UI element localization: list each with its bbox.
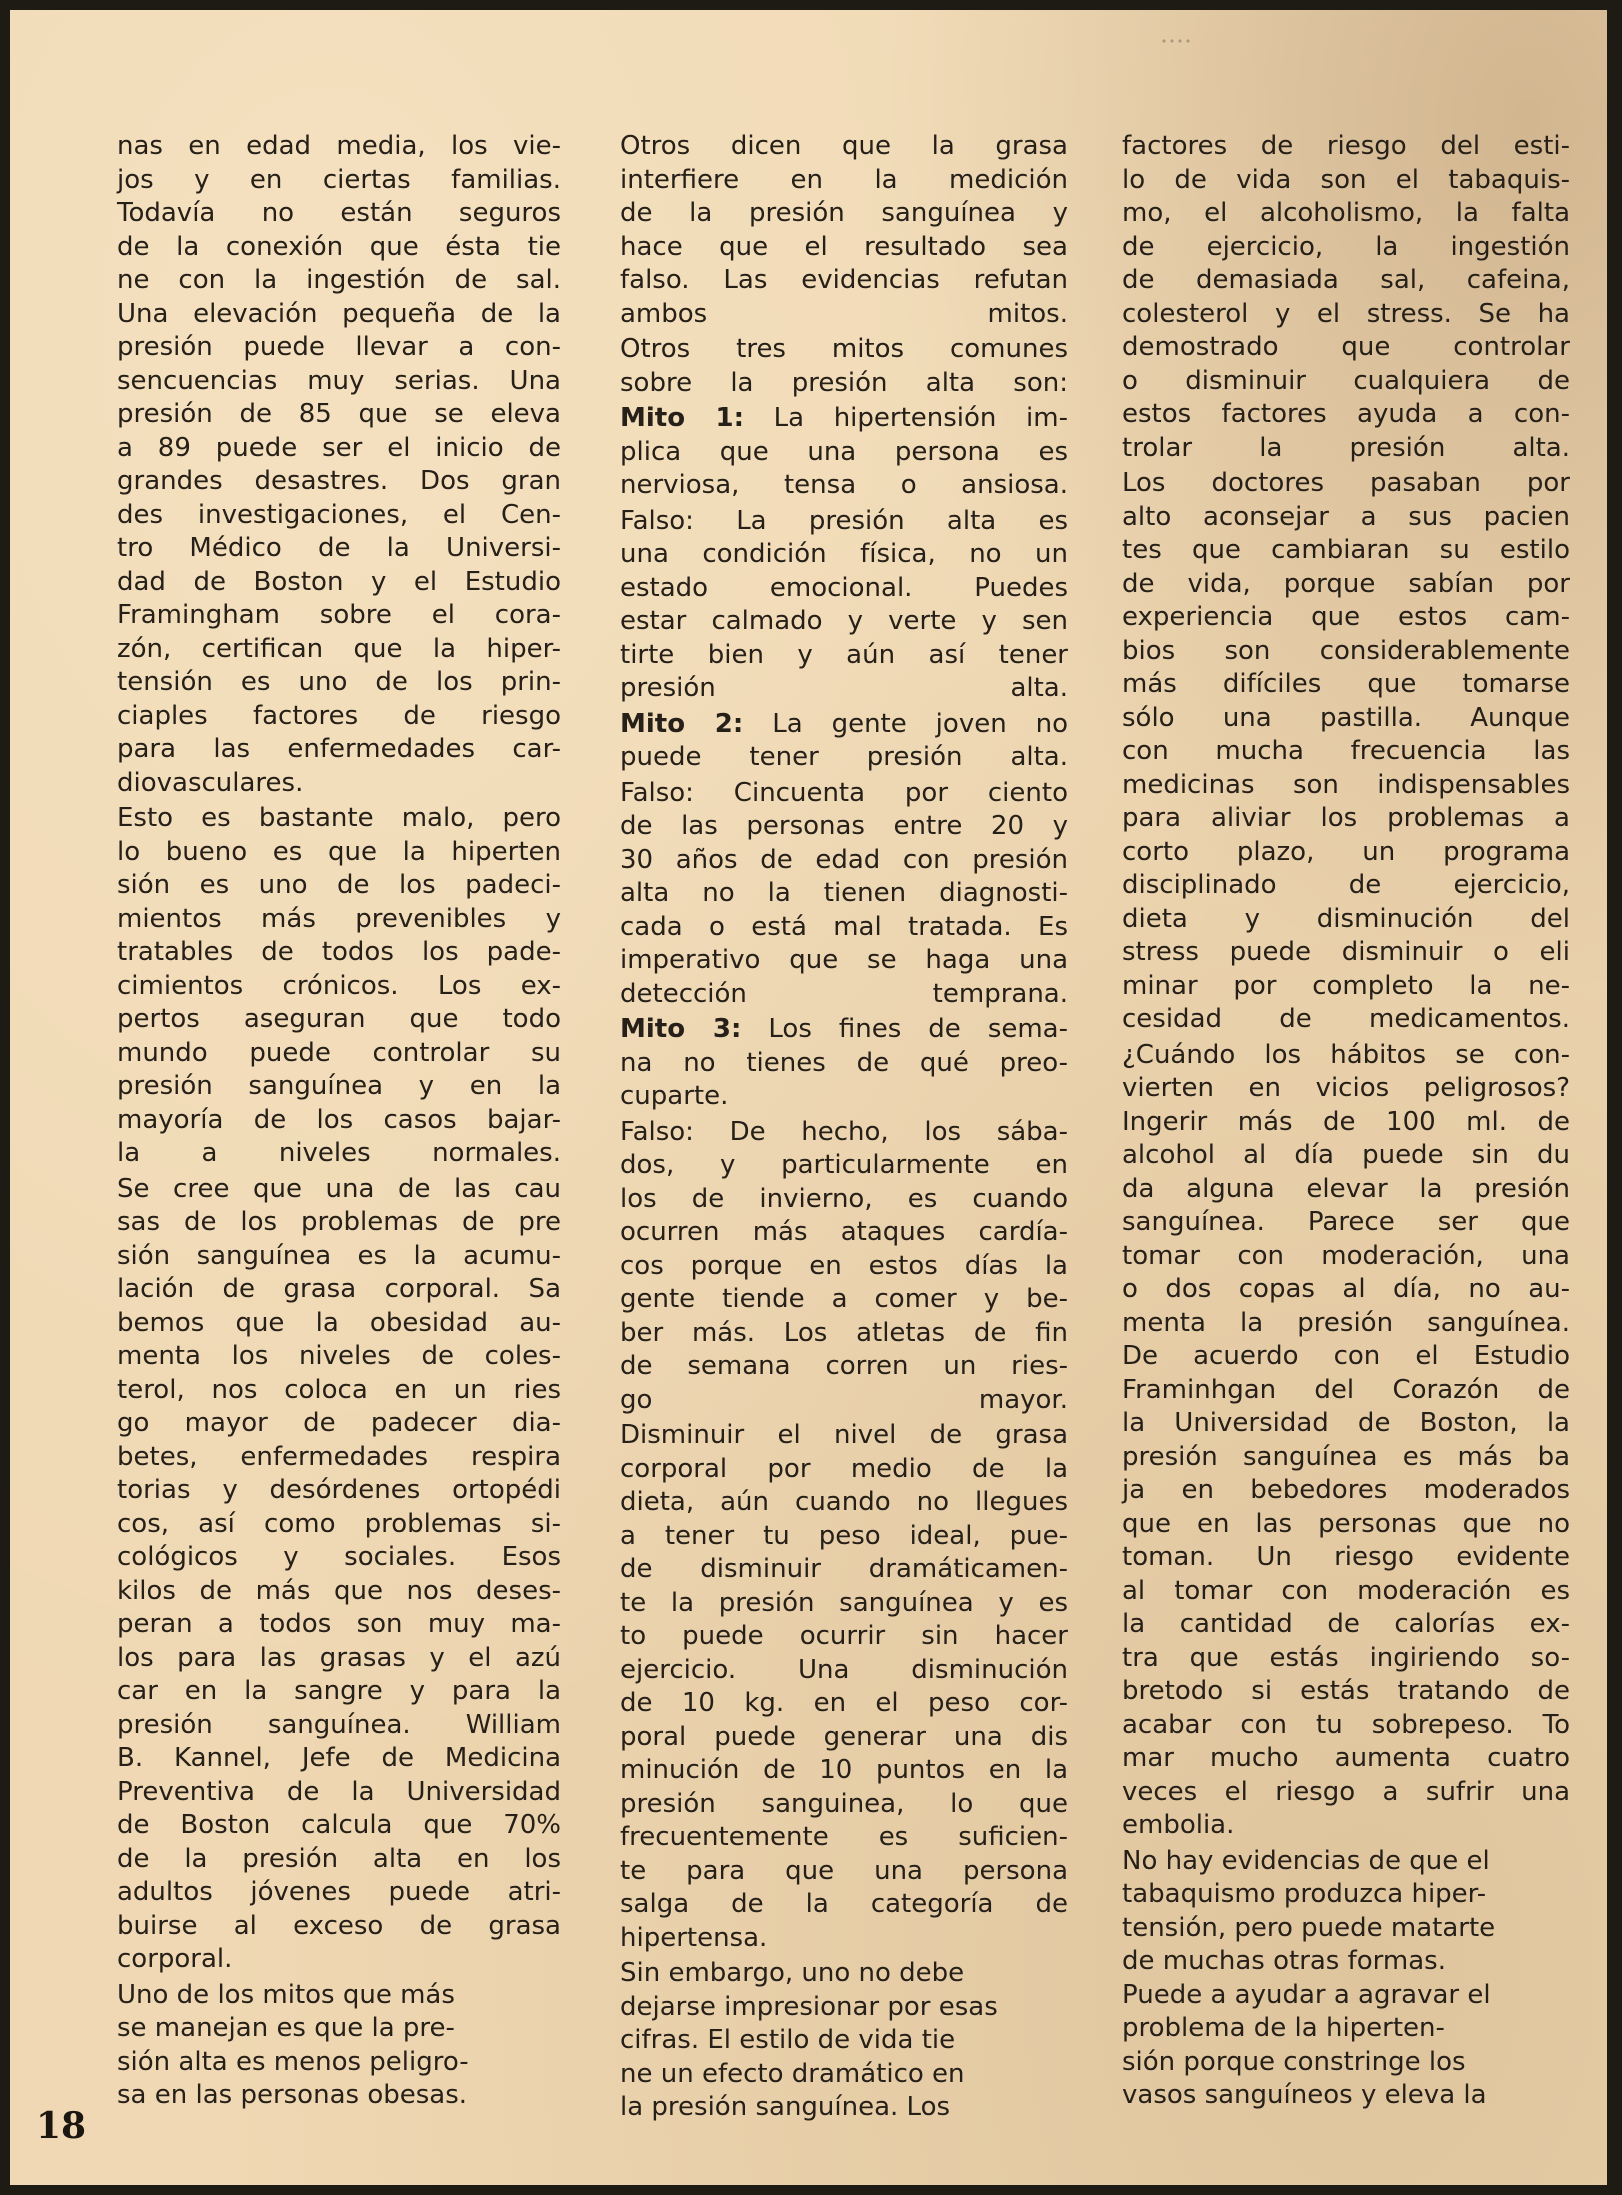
text-line: la presión sanguínea. Los — [620, 2092, 951, 2122]
paragraph — [620, 130, 1068, 331]
text-line: peran a todos son muy ma- — [117, 1609, 561, 1639]
text-line: ciaples factores de riesgo — [117, 700, 561, 731]
paragraph — [620, 708, 1068, 775]
text-line: con mucha frecuencia las — [1122, 736, 1570, 766]
text-line: La hipertensión im- — [744, 403, 1068, 433]
text-line: nas en edad media, los vie- — [117, 131, 561, 161]
text-line: bretodo si estás tratando de — [1122, 1676, 1570, 1706]
paragraph — [117, 802, 561, 1171]
text-line: los para las grasas y el azú — [117, 1642, 561, 1673]
paragraph — [117, 1979, 561, 2113]
text-line: La gente joven no — [743, 708, 1068, 739]
text-line: ne con la ingestión de sal. — [117, 265, 561, 295]
text-line: mundo puede controlar su — [117, 1037, 561, 1068]
paragraph — [620, 1013, 1068, 1114]
text-line: Una elevación pequeña de la — [117, 298, 561, 329]
text-line: ber más. Los atletas de fin — [620, 1317, 1068, 1348]
text-line: vasos sanguíneos y eleva la — [1122, 2080, 1487, 2110]
text-line: salga de la categoría de — [620, 1889, 1068, 1919]
text-line: o disminuir cualquiera de — [1122, 365, 1570, 396]
text-line: problema de la hiperten- — [1122, 2013, 1445, 2043]
text-line: tra que estás ingiriendo so- — [1122, 1642, 1570, 1673]
text-line: mayoría de los casos bajar- — [117, 1104, 561, 1135]
text-line: corto plazo, un programa — [1122, 836, 1570, 867]
text-line: sobre la presión alta son: — [620, 367, 1068, 398]
text-line: al tomar con moderación es — [1122, 1575, 1570, 1606]
text-line: kilos de más que nos deses- — [117, 1575, 561, 1606]
text-line: de demasiada sal, cafeina, — [1122, 265, 1570, 295]
paragraph — [620, 402, 1068, 503]
text-line: estar calmado y verte y sen — [620, 606, 1068, 636]
text-line: 30 años de edad con presión — [620, 844, 1068, 875]
paragraph — [1122, 467, 1570, 1037]
text-line: cesidad de medicamentos. — [1122, 1004, 1570, 1034]
text-line: frecuentemente es suficien- — [620, 1822, 1068, 1852]
text-line: trolar la presión alta. — [1122, 432, 1570, 463]
text-line: poral puede generar una dis — [620, 1721, 1068, 1752]
magazine-page — [10, 10, 1607, 2185]
text-line: la cantidad de calorías ex- — [1122, 1609, 1570, 1639]
myth-label: Mito 3: — [620, 1014, 742, 1044]
text-line: mientos más prevenibles y — [117, 903, 561, 934]
text-line: grandes desastres. Dos gran — [117, 466, 561, 496]
text-line: presión de 85 que se eleva — [117, 399, 561, 429]
text-line: ne un efecto dramático en — [620, 2058, 965, 2089]
text-line: cos, así como problemas si- — [117, 1508, 561, 1539]
text-line: una condición física, no un — [620, 539, 1068, 569]
text-line: menta la presión sanguínea. — [1122, 1307, 1570, 1338]
print-speck — [1160, 38, 1190, 44]
text-line: de las personas entre 20 y — [620, 811, 1068, 841]
text-line: toman. Un riesgo evidente — [1122, 1542, 1570, 1572]
text-line: hipertensa. — [620, 1922, 768, 1953]
paragraph — [117, 130, 561, 800]
text-line: de la presión alta en los — [117, 1843, 561, 1874]
paragraph — [117, 1173, 561, 1977]
text-line: puede tener presión alta. — [620, 742, 1068, 772]
text-line: para aliviar los problemas a — [1122, 803, 1570, 833]
text-line: de vida, porque sabían por — [1122, 568, 1570, 599]
text-line: Esto es bastante malo, pero — [117, 803, 561, 833]
text-line: tabaquismo produzca hiper- — [1122, 1879, 1487, 1909]
text-line: bios son considerablemente — [1122, 635, 1570, 666]
text-line: car en la sangre y para la — [117, 1676, 561, 1706]
text-line: De acuerdo con el Estudio — [1122, 1341, 1570, 1371]
text-line: presión sanguínea. William — [117, 1709, 561, 1740]
text-line: Los fines de sema- — [741, 1014, 1068, 1044]
text-line: mo, el alcoholismo, la falta — [1122, 198, 1570, 228]
text-line: ja en bebedores moderados — [1122, 1475, 1570, 1505]
text-line: imperativo que se haga una — [620, 945, 1068, 975]
text-line: dieta y disminución del — [1122, 903, 1570, 934]
text-line: sión es uno de los padeci- — [117, 870, 561, 900]
text-line: minución de 10 puntos en la — [620, 1755, 1068, 1785]
text-line: sólo una pastilla. Aunque — [1122, 702, 1570, 733]
text-line: te para que una persona — [620, 1855, 1068, 1886]
text-line: colesterol y el stress. Se ha — [1122, 298, 1570, 329]
text-line: presión sanguinea, lo que — [620, 1788, 1068, 1819]
text-line: sión porque constringe los — [1122, 2046, 1466, 2077]
text-line: Sin embargo, uno no debe — [620, 1958, 965, 1988]
text-line: experiencia que estos cam- — [1122, 602, 1570, 632]
text-line: de muchas otras formas. — [1122, 1946, 1446, 1976]
text-line: gente tiende a comer y be- — [620, 1284, 1068, 1314]
text-line: Todavía no están seguros — [117, 198, 561, 228]
text-line: cada o está mal tratada. Es — [620, 911, 1068, 942]
text-line: cológicos y sociales. Esos — [117, 1542, 561, 1572]
text-line: lo de vida son el tabaquis- — [1122, 164, 1570, 195]
text-line: B. Kannel, Jefe de Medicina — [117, 1743, 561, 1773]
text-line: buirse al exceso de grasa — [117, 1910, 561, 1941]
paragraph — [620, 1116, 1068, 1418]
text-line: sencuencias muy serias. Una — [117, 365, 561, 396]
text-line: lación de grasa corporal. Sa — [117, 1274, 561, 1304]
text-line: sión sanguínea es la acumu- — [117, 1240, 561, 1271]
text-line: presión sanguínea y en la — [117, 1071, 561, 1101]
text-line: tensión es uno de los prin- — [117, 667, 561, 697]
paragraph — [620, 333, 1068, 400]
text-line: des investigaciones, el Cen- — [117, 499, 561, 530]
text-line: dad de Boston y el Estudio — [117, 566, 561, 597]
text-line: Uno de los mitos que más — [117, 1979, 455, 2010]
text-line: na no tienes de qué preo- — [620, 1047, 1068, 1078]
text-line: veces el riesgo a sufrir una — [1122, 1776, 1570, 1807]
text-line: los de invierno, es cuando — [620, 1183, 1068, 1214]
text-line: zón, certifican que la hiper- — [117, 633, 561, 664]
text-line: Se cree que una de las cau — [117, 1173, 561, 1204]
text-line: plica que una persona es — [620, 436, 1068, 467]
text-line: Ingerir más de 100 ml. de — [1122, 1106, 1570, 1137]
text-line: demostrado que controlar — [1122, 332, 1570, 362]
text-line: stress puede disminuir o eli — [1122, 937, 1570, 967]
text-line: nerviosa, tensa o ansiosa. — [620, 470, 1068, 500]
text-line: presión alta. — [620, 673, 1068, 703]
text-line: ambos mitos. — [620, 298, 1068, 329]
paragraph — [620, 1957, 1068, 2125]
text-line: presión sanguínea es más ba — [1122, 1441, 1570, 1472]
text-line: tes que cambiaran su estilo — [1122, 535, 1570, 565]
paragraph — [1122, 130, 1570, 465]
text-line: alto aconsejar a sus pacien — [1122, 501, 1570, 532]
text-line: de la presión sanguínea y — [620, 198, 1068, 228]
paragraph — [1122, 1039, 1570, 1843]
text-line: acabar con tu sobrepeso. To — [1122, 1709, 1570, 1740]
text-line: tensión, pero puede matarte — [1122, 1912, 1496, 1943]
text-line: se manejan es que la pre- — [117, 2013, 455, 2043]
text-column-1 — [117, 130, 561, 2115]
text-line: minar por completo la ne- — [1122, 970, 1570, 1001]
text-line: interfiere en la medición — [620, 164, 1068, 195]
text-line: tratables de todos los pade- — [117, 937, 561, 967]
text-line: falso. Las evidencias refutan — [620, 265, 1068, 295]
text-line: sión alta es menos peligro- — [117, 2046, 469, 2077]
paragraph — [1122, 1845, 1570, 2113]
text-line: presión puede llevar a con- — [117, 332, 561, 362]
text-line: sas de los problemas de pre — [117, 1207, 561, 1237]
text-line: medicinas son indispensables — [1122, 769, 1570, 800]
text-line: tomar con moderación, una — [1122, 1240, 1570, 1271]
text-line: bemos que la obesidad au- — [117, 1307, 561, 1338]
text-line: de disminuir dramáticamen- — [620, 1554, 1068, 1584]
text-line: da alguna elevar la presión — [1122, 1173, 1570, 1204]
text-line: menta los niveles de coles- — [117, 1341, 561, 1371]
text-line: factores de riesgo del esti- — [1122, 131, 1570, 161]
text-line: de ejercicio, la ingestión — [1122, 231, 1570, 262]
text-line: vierten en vicios peligrosos? — [1122, 1073, 1570, 1103]
text-line: mar mucho aumenta cuatro — [1122, 1743, 1570, 1773]
text-line: que en las personas que no — [1122, 1508, 1570, 1539]
text-line: Framinhgan del Corazón de — [1122, 1374, 1570, 1405]
text-line: torias y desórdenes ortopédi — [117, 1475, 561, 1505]
text-line: dos, y particularmente en — [620, 1150, 1068, 1180]
text-line: alcohol al día puede sin du — [1122, 1140, 1570, 1170]
text-line: terol, nos coloca en un ries — [117, 1374, 561, 1405]
text-line: betes, enfermedades respira — [117, 1441, 561, 1472]
paragraph — [620, 1419, 1068, 1955]
text-line: cuparte. — [620, 1081, 729, 1111]
text-column-2 — [620, 130, 1068, 2127]
text-line: dejarse impresionar por esas — [620, 1991, 998, 2022]
text-line: estos factores ayuda a con- — [1122, 399, 1570, 429]
text-line: la Universidad de Boston, la — [1122, 1408, 1570, 1438]
text-line: Framingham sobre el cora- — [117, 600, 561, 630]
text-line: corporal. — [117, 1944, 233, 1974]
text-line: go mayor. — [620, 1384, 1068, 1415]
text-line: Disminuir el nivel de grasa — [620, 1420, 1068, 1450]
text-line: tro Médico de la Universi- — [117, 533, 561, 563]
myth-label: Mito 2: — [620, 708, 744, 739]
text-column-3 — [1122, 130, 1570, 2115]
text-line: adultos jóvenes puede atri- — [117, 1877, 561, 1907]
paragraph — [620, 505, 1068, 706]
text-line: alta no la tienen diagnosti- — [620, 878, 1068, 908]
text-line: No hay evidencias de que el — [1122, 1845, 1490, 1876]
text-line: diovasculares. — [117, 767, 304, 798]
text-line: Los doctores pasaban por — [1122, 468, 1570, 498]
text-line: Otros tres mitos comunes — [620, 334, 1068, 364]
text-line: Falso: De hecho, los sába- — [620, 1116, 1068, 1147]
text-line: to puede ocurrir sin hacer — [620, 1621, 1068, 1651]
text-line: para las enfermedades car- — [117, 734, 561, 764]
text-line: Falso: Cincuenta por ciento — [620, 777, 1068, 808]
text-line: de semana corren un ries- — [620, 1351, 1068, 1381]
text-line: cifras. El estilo de vida tie — [620, 2025, 956, 2055]
text-line: Preventiva de la Universidad — [117, 1776, 561, 1807]
text-line: Otros dicen que la grasa — [620, 131, 1068, 161]
text-line: hace que el resultado sea — [620, 231, 1068, 262]
text-line: lo bueno es que la hiperten — [117, 836, 561, 867]
text-line: dieta, aún cuando no llegues — [620, 1487, 1068, 1517]
text-line: go mayor de padecer dia- — [117, 1408, 561, 1438]
text-line: la a niveles normales. — [117, 1138, 561, 1168]
text-line: jos y en ciertas familias. — [117, 164, 561, 195]
text-line: de Boston calcula que 70% — [117, 1810, 561, 1840]
paragraph — [620, 777, 1068, 1012]
myth-label: Mito 1: — [620, 403, 744, 433]
text-line: a 89 puede ser el inicio de — [117, 432, 561, 463]
text-line: sanguínea. Parece ser que — [1122, 1207, 1570, 1237]
page-number: 18 — [36, 2105, 87, 2147]
text-line: corporal por medio de la — [620, 1453, 1068, 1484]
text-line: tirte bien y aún así tener — [620, 639, 1068, 670]
text-line: cos porque en estos días la — [620, 1250, 1068, 1281]
text-line: Falso: La presión alta es — [620, 505, 1068, 536]
text-line: disciplinado de ejercicio, — [1122, 870, 1570, 900]
text-line: o dos copas al día, no au- — [1122, 1274, 1570, 1304]
text-line: embolia. — [1122, 1810, 1235, 1840]
text-line: Puede a ayudar a agravar el — [1122, 1979, 1491, 2010]
text-line: sa en las personas obesas. — [117, 2080, 468, 2110]
text-line: cimientos crónicos. Los ex- — [117, 970, 561, 1001]
text-line: ocurren más ataques cardía- — [620, 1217, 1068, 1247]
text-line: estado emocional. Puedes — [620, 572, 1068, 603]
text-line: ejercicio. Una disminución — [620, 1654, 1068, 1685]
text-line: ¿Cuándo los hábitos se con- — [1122, 1039, 1570, 1070]
text-line: pertos aseguran que todo — [117, 1004, 561, 1034]
text-line: detección temprana. — [620, 978, 1068, 1009]
text-line: de 10 kg. en el peso cor- — [620, 1688, 1068, 1718]
text-line: más difíciles que tomarse — [1122, 669, 1570, 699]
text-line: te la presión sanguínea y es — [620, 1587, 1068, 1618]
text-line: a tener tu peso ideal, pue- — [620, 1520, 1068, 1551]
text-line: de la conexión que ésta tie — [117, 231, 561, 262]
